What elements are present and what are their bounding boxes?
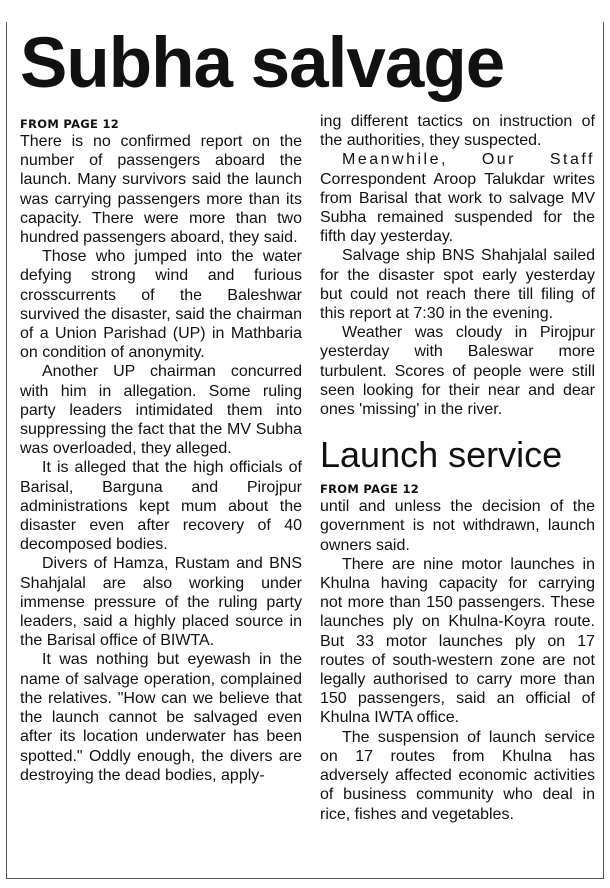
main-headline: Subha salvage [20, 24, 505, 103]
story1-paragraph: There is no confirmed report on the number of passengers aboard the launch. Many survivors said the launch was carrying passengers more than its capacity. There were more than two hundred passengers aboard, they said. [20, 133, 302, 247]
paragraph-rest: Correspondent Aroop Talukdar writes from Barisal that work to salvage MV Subha remained suspended for the fifth day yesterday. [320, 170, 595, 246]
story1-paragraph: It is alleged that the high officials of Barisal, Barguna and Pirojpur administrations kept mum about the disaster even after recovery of 40 decomposed bodies. [20, 459, 302, 554]
split-text-part2: ing different tactics on instruction of the authorities, they suspected. [320, 113, 595, 150]
story1-paragraph: Divers of Hamza, Rustam and BNS Shahjalal are also working under immense pressure of the ruling party leaders, said a highly placed source in the Barisal office of BIWTA. [20, 555, 302, 650]
story2-headline: Launch service [320, 434, 563, 476]
jump-line-story2: FROM PAGE 12 [320, 482, 420, 497]
column-left [20, 114, 302, 785]
story1-paragraph: Weather was cloudy in Pirojpur yesterday with Baleswar more turbulent. Scores of people were still seen looking for their near and dear ones 'missing' in the river. [320, 324, 595, 419]
story2-paragraph: until and unless the decision of the government is not withdrawn, launch owners said. [320, 498, 595, 554]
clipping-border-bottom [6, 878, 604, 879]
story1-paragraph: Salvage ship BNS Shahjalal sailed for the disaster spot early yesterday but could not reach there till filing of this report at 7:30 in the evening. [320, 247, 595, 323]
story1-paragraph-continued [320, 112, 595, 150]
story2-paragraph: There are nine motor launches in Khulna having capacity for carrying not more than 150 passengers. These launches ply on Khulna-Koyra route. But 33 motor launches ply on 17 routes of south-western zone are not legally authorised to carry more than 150 passengers, said an official of Khulna IWTA office. [320, 555, 595, 727]
story2-paragraph: The suspension of launch service on 17 routes from Khulna has adversely affected economic activities of business community who deal in rice, fishes and vegetables. [320, 728, 595, 823]
story1-paragraph: Another UP chairman concurred with him in allegation. Some ruling party leaders intimidated them into suppressing the fact that the MV Subha was overloaded, they alleged. [20, 363, 302, 458]
column-right [320, 112, 595, 824]
clipping-border-right [603, 22, 604, 878]
clipping-border-left [6, 22, 7, 878]
split-text-part1: It was nothing but eyewash in the name of salvage operation, complained the relatives. "How can we believe that the launch cannot be salvaged even after its location underwater has been spotted." Oddly enough, the divers are destroying the dead bodies, apply- [20, 651, 302, 784]
spaced-lead: Meanwhile, Our Staff [342, 151, 595, 169]
jump-line-story1: FROM PAGE 12 [20, 117, 120, 131]
story1-paragraph: Those who jumped into the water defying strong wind and furious crosscurrents of the Baleshwar survived the disaster, said the chairman of a Union Parishad (UP) in Mathbaria on condition of anonymity. [20, 248, 302, 362]
story1-paragraph-split [20, 650, 302, 784]
story1-paragraph [320, 150, 595, 246]
